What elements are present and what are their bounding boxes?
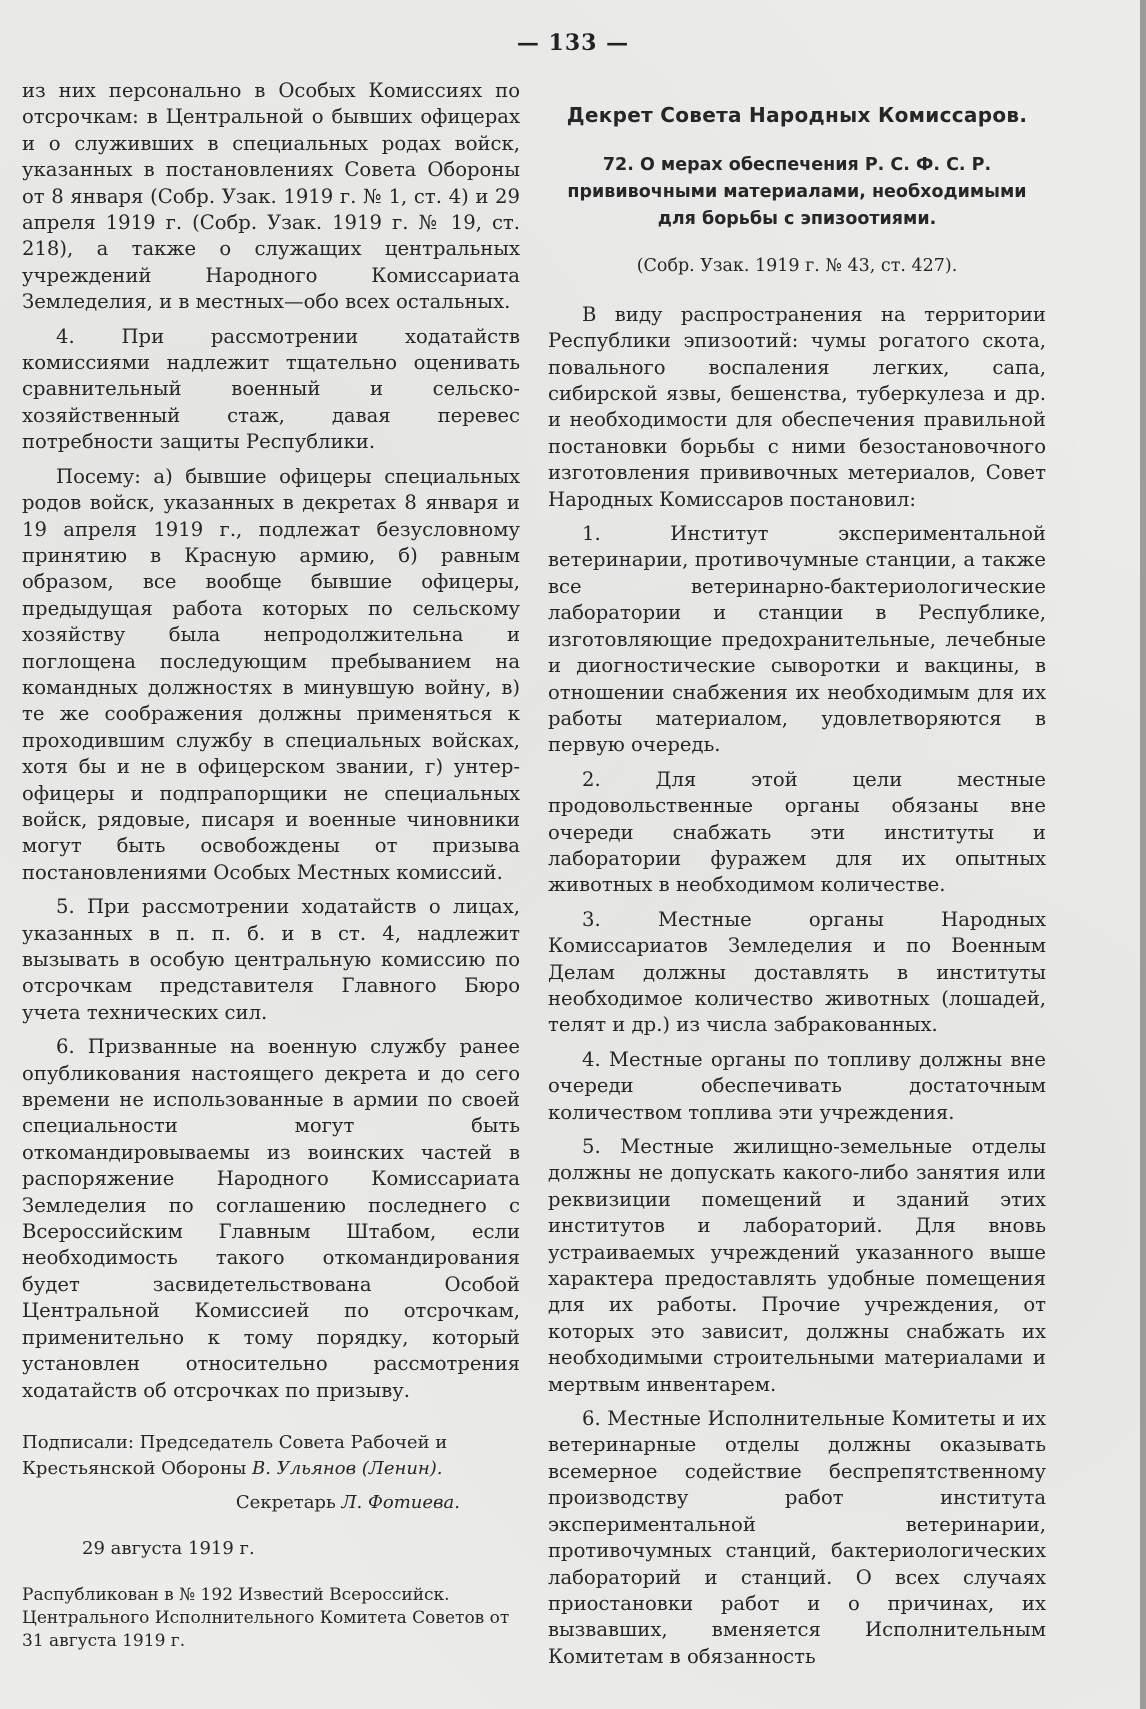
secretary-line — [22, 1490, 460, 1516]
page-edge-shadow — [1140, 0, 1146, 1709]
publication-note: Распубликован в № 192 Известий Всероссийск. Центрального Исполнительного Комитета Советов от 31 августа 1919 г. — [22, 1585, 510, 1652]
article-heading: 72. О мерах обеспечения Р. С. Ф. С. Р. прививочными материалами, необходимыми для борьбы с эпизоотиями. — [567, 155, 1027, 230]
right-column — [548, 102, 1046, 1670]
paragraph-continuation: из них персонально в Особых Комиссиях по отсрочкам: в Центральной о бывших офицерах и о служивших в специальных родах войск, указанных в постановлениях Совета Обороны от 8 января (Собр. Узак. 1919 г. № 1, ст. 4) и 29 апреля 1919 г. (Собр. Узак. 1919 г. № 19, ст. 218), а также о служащих центральных учреждений Народного Комиссариата Земледелия, и в местных—обо всех остальных. — [22, 79, 520, 314]
secretary-name: Л. Фотиева. — [341, 1491, 460, 1513]
paragraph-item-2: 2. Для этой цели местные продовольственные органы обязаны вне очереди снабжать эти институты и лаборатории фуражем для их опытных животных в необходимом количестве. — [548, 767, 1046, 897]
paragraph-posemu: Посему: а) бывшие офицеры специальных родов войск, указанных в декретах 8 января и 19 апреля 1919 г., подлежат безусловному принятию в Красную армию, б) равным образом, все вообще бывшие офицеры, предыдущая работа которых по сельскому хозяйству была непродолжительна и поглощена последующим пребыванием на командных должностях в минувшую войну, в) те же соображения должны применяться к проходившим службу в специальных войсках, хотя бы и не в офицерском звании, г) унтер-офицеры и подпрапорщики не специальных войск, рядовые, писаря и военные чиновники могут быть освобождены от призыва постановлениями Особых Местных комиссий. — [22, 464, 520, 884]
signed-prefix: Подписали: Председатель Совета Рабочей и Крестьянской Обороны — [22, 1431, 448, 1479]
paragraph-item-5: 5. При рассмотрении ходатайств о лицах, указанных в п. п. б. и в ст. 4, надлежит вызывать в особую центральную комиссию по отсрочкам представителя Главного Бюро учета технических сил. — [22, 895, 520, 1024]
signed-name: В. Ульянов (Ленин). — [252, 1457, 443, 1479]
paragraph-item-4-right: 4. Местные органы по топливу должны вне очереди обеспечивать достаточным количеством топлива эти учреждения. — [548, 1047, 1046, 1124]
page-number: — 133 — — [516, 30, 630, 56]
citation: (Собр. Узак. 1919 г. № 43, ст. 427). — [636, 256, 958, 277]
paragraph-item-6: 6. Призванные на военную службу ранее опубликования настоящего декрета и до сего времени не использованные в армии по своей специальности могут быть откомандировываемы из воинских частей в распоряжение Народного Комиссариата Земледелия по соглашению последнего с Всероссийским Главным Штабом, если необходимость такого откомандирования будет засвидетельствована Особой Центральной Комиссией по отсрочкам, применительно к тому порядку, который установлен относительно рассмотрения ходатайств об отсрочках по призыву. — [22, 1035, 520, 1402]
decree-date: 29 августа 1919 г. — [82, 1537, 255, 1559]
paragraph-item-1: 1. Институт экспериментальной ветеринарии, противочумные станции, а также все ветеринарно-бактериологические лаборатории и станции в Республике, изготовляющие предохранительные, лечебные и диогностические сыворотки и вакцины, в отношении снабжения их необходимым для их работы материалом, удовлетворяются в первую очередь. — [548, 522, 1046, 757]
signature-block — [22, 1430, 520, 1516]
left-column — [22, 78, 520, 1653]
paragraph-preamble: В виду распространения на территории Республики эпизоотий: чумы рогатого скота, повального воспаления легких, сапа, сибирской язвы, бешенства, туберкулеза и др. и необходимости для обеспечения правильной постановки борьбы с ними безостановочного изготовления прививочных метериалов, Совет Народных Комиссаров постановил: — [548, 302, 1046, 511]
paragraph-item-5-right: 5. Местные жилищно-земельные отделы должны не допускать какого-либо занятия или реквизиции помещений и зданий этих институтов и лабораторий. Для вновь устраиваемых учреждений указанного выше характера предоставлять удобные помещения для их работы. Прочие учреждения, от которых это зависит, должны снабжать их необходимыми строительными материалами и мертвым инвентарем. — [548, 1135, 1046, 1396]
paragraph-item-6-right: 6. Местные Исполнительные Комитеты и их ветеринарные отделы должны оказывать всемерное содействие беспрепятственному производству работ института экспериментальной ветеринарии, противочумных станций, бактериологических лабораторий и станций. О всех случаях приостановки работ и о причинах, их вызвавших, вменяется Исполнительным Комитетам в обязанность — [548, 1407, 1046, 1668]
paragraph-item-4: 4. При рассмотрении ходатайств комиссиями надлежит тщательно оценивать сравнительный военный и сельско-хозяйственный стаж, давая перевес потребности защиты Республики. — [22, 324, 520, 454]
signed-line — [22, 1430, 520, 1482]
secretary-prefix: Секретарь — [235, 1491, 336, 1513]
decree-heading: Декрет Совета Народных Комиссаров. — [566, 103, 1028, 127]
paragraph-item-3: 3. Местные органы Народных Комиссариатов Земледелия и по Военным Делам должны доставлять в институты необходимое количество животных (лошадей, телят и др.) из числа забракованных. — [548, 907, 1046, 1037]
